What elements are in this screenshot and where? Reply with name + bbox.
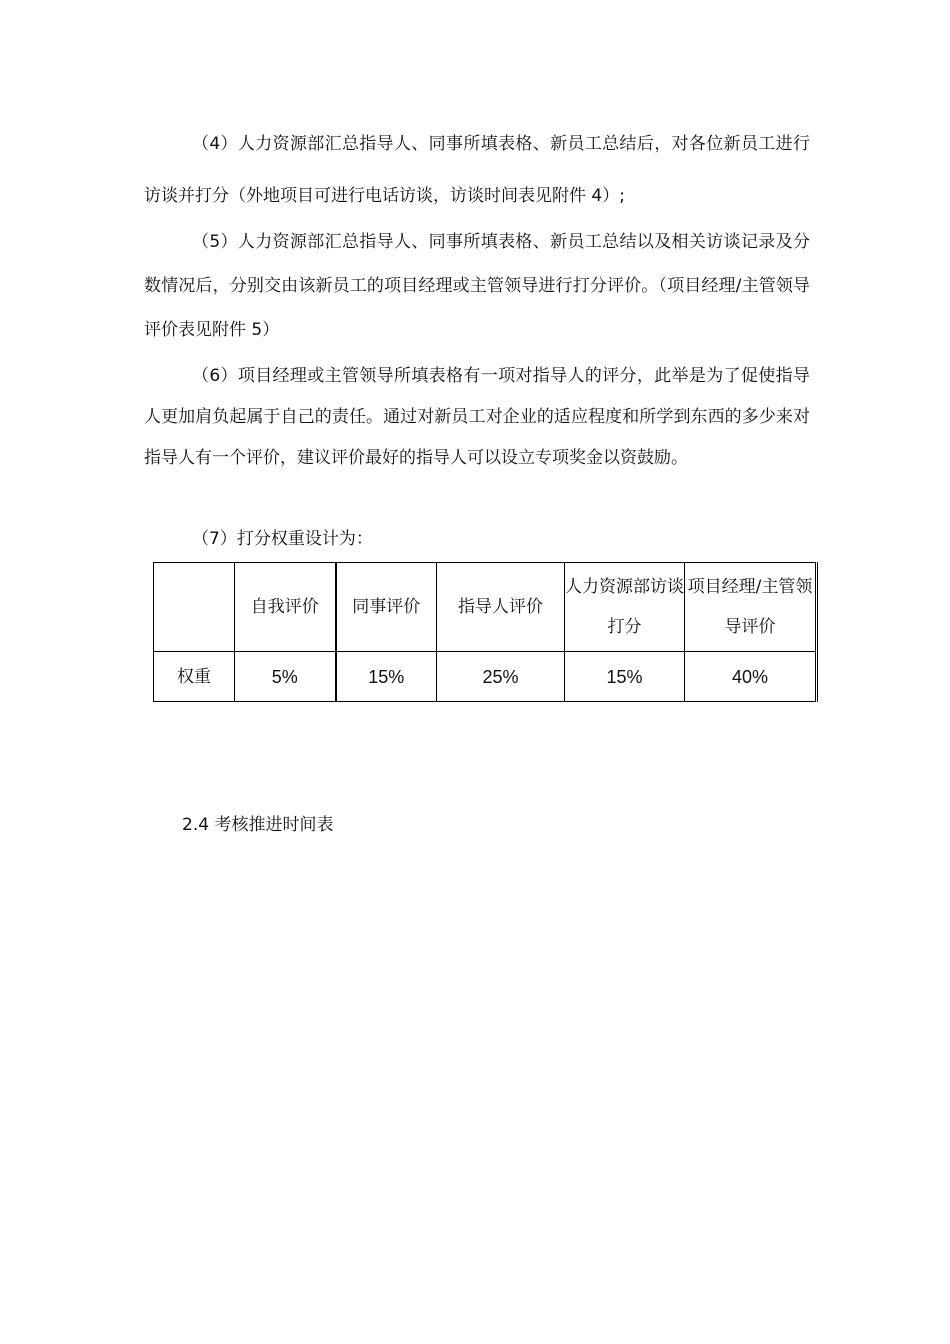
section-heading: 2.4 考核推进时间表 [182, 815, 334, 835]
table-cell: 15% [336, 652, 437, 702]
table-header-cell [154, 563, 235, 652]
table-header-cell: 人力资源部访谈打分 [565, 563, 685, 652]
table-cell: 25% [437, 652, 565, 702]
table-header-cell: 自我评价 [235, 563, 336, 652]
table-header-cell: 项目经理/主管领导评价 [685, 563, 817, 652]
table-row [154, 652, 817, 702]
weights-table [153, 562, 818, 702]
paragraph-6: （6）项目经理或主管领导所填表格有一项对指导人的评分，此举是为了促使指导人更加肩负起属于自己的责任。通过对新员工对企业的适应程度和所学到东西的多少来对指导人有一个评价，建议评价最好的指导人可以设立专项奖金以资鼓励。 [144, 366, 810, 468]
row-label-cell: 权重 [154, 652, 235, 702]
table-cell: 15% [565, 652, 685, 702]
table-header-cell: 指导人评价 [437, 563, 565, 652]
paragraph-5: （5）人力资源部汇总指导人、同事所填表格、新员工总结以及相关访谈记录及分数情况后，分别交由该新员工的项目经理或主管领导进行打分评价。（项目经理/主管领导评价表见附件 5） [144, 232, 810, 340]
table-cell: 40% [685, 652, 817, 702]
table-header-row [154, 563, 817, 652]
table-cell: 5% [235, 652, 336, 702]
paragraph-7: （7）打分权重设计为： [192, 529, 373, 549]
table-header-cell: 同事评价 [336, 563, 437, 652]
paragraph-4: （4）人力资源部汇总指导人、同事所填表格、新员工总结后，对各位新员工进行访谈并打分（外地项目可进行电话访谈，访谈时间表见附件 4）; [144, 134, 810, 206]
